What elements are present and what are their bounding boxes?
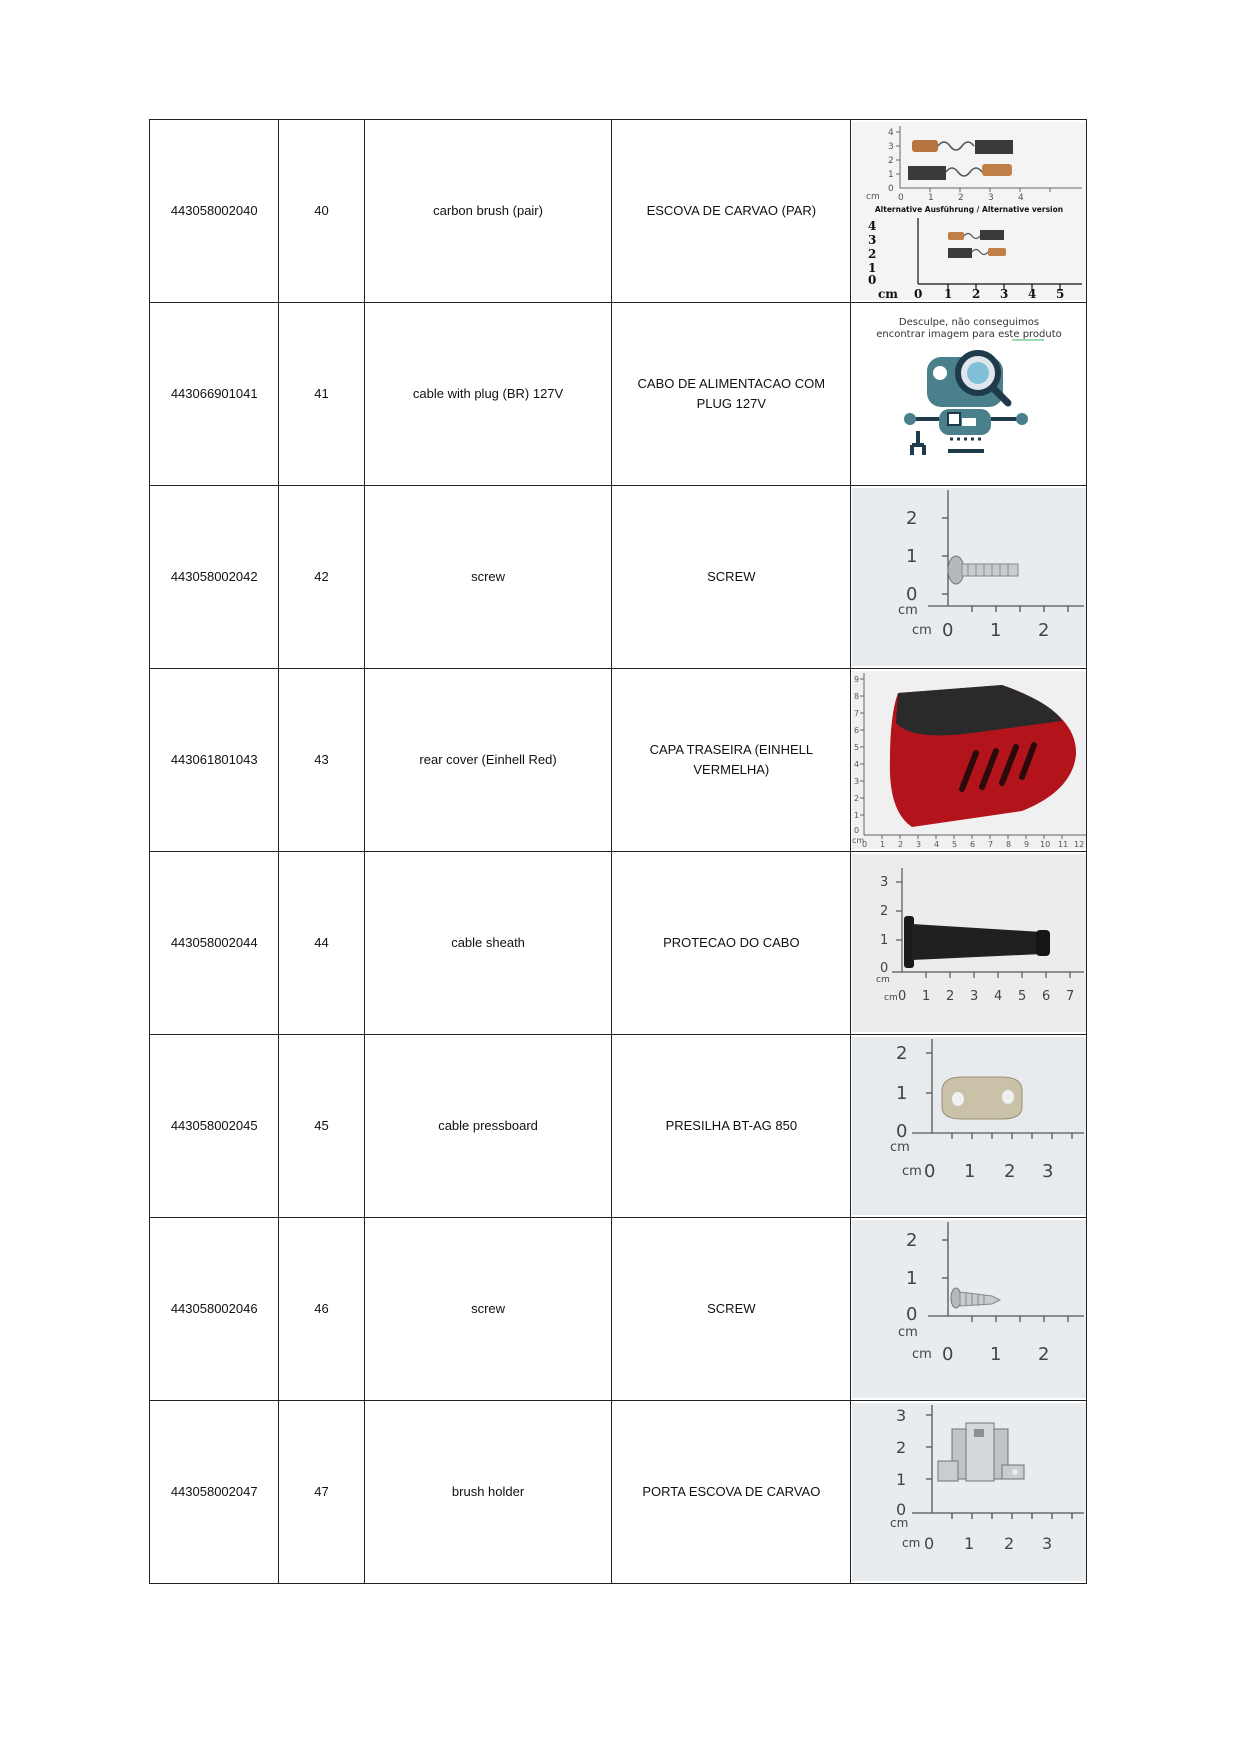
svg-text:0: 0: [914, 287, 923, 300]
svg-text:1: 1: [922, 989, 931, 1004]
part-image-cell: [851, 486, 1087, 669]
article-number: 443066901041: [150, 303, 279, 486]
svg-text:3: 3: [1042, 1161, 1054, 1182]
svg-text:2: 2: [888, 156, 894, 166]
table-row: [150, 303, 1087, 486]
svg-text:9: 9: [1024, 840, 1030, 849]
description-en: cable sheath: [364, 852, 612, 1035]
svg-text:4: 4: [994, 989, 1003, 1004]
description-en: rear cover (Einhell Red): [364, 669, 612, 852]
table-row: [150, 1218, 1087, 1401]
svg-text:5: 5: [1056, 287, 1065, 300]
parts-sheet: [149, 119, 1087, 1584]
no-image-robot-icon: [852, 305, 1086, 483]
table-row: [150, 1035, 1087, 1218]
svg-text:0: 0: [906, 584, 918, 605]
description-pt: SCREW: [612, 486, 851, 669]
svg-text:cm: cm: [898, 603, 919, 618]
svg-text:10: 10: [1040, 840, 1051, 849]
svg-text:cm: cm: [876, 975, 890, 985]
part-image-cell: [851, 1035, 1087, 1218]
table-row: [150, 669, 1087, 852]
svg-text:7: 7: [854, 709, 860, 718]
small-screw-image: [852, 1220, 1086, 1398]
svg-text:cm: cm: [898, 1325, 919, 1340]
svg-text:1: 1: [896, 1470, 907, 1489]
svg-text:cm: cm: [890, 1140, 911, 1155]
svg-text:0: 0: [942, 620, 954, 641]
svg-text:cm: cm: [902, 1164, 923, 1179]
svg-text:0: 0: [942, 1344, 954, 1365]
position-number: 45: [279, 1035, 364, 1218]
svg-text:1: 1: [854, 811, 860, 820]
svg-text:0: 0: [868, 273, 877, 287]
description-pt: PROTECAO DO CABO: [612, 852, 851, 1035]
position-number: 46: [279, 1218, 364, 1401]
description-en: brush holder: [364, 1401, 612, 1584]
svg-text:9: 9: [854, 675, 860, 684]
svg-text:3: 3: [970, 989, 979, 1004]
part-image-cell: [851, 1218, 1087, 1401]
svg-text:2: 2: [1004, 1161, 1016, 1182]
svg-text:3: 3: [1042, 1534, 1053, 1553]
svg-text:4: 4: [854, 760, 860, 769]
svg-text:4: 4: [934, 840, 940, 849]
svg-text:2: 2: [854, 794, 860, 803]
svg-text:0: 0: [896, 1121, 908, 1142]
position-number: 40: [279, 120, 364, 303]
svg-text:0: 0: [924, 1161, 936, 1182]
part-image-cell: [851, 669, 1087, 852]
svg-text:0: 0: [924, 1534, 935, 1553]
svg-text:cm: cm: [890, 1516, 909, 1530]
svg-text:6: 6: [854, 726, 860, 735]
svg-text:4: 4: [868, 219, 877, 233]
part-image-cell: [851, 1401, 1087, 1584]
description-pt: PORTA ESCOVA DE CARVAO: [612, 1401, 851, 1584]
svg-text:1: 1: [888, 170, 894, 180]
brush-holder-image: [852, 1403, 1086, 1581]
article-number: 443058002047: [150, 1401, 279, 1584]
svg-text:1: 1: [990, 620, 1002, 641]
svg-text:3: 3: [916, 840, 922, 849]
article-number: 443058002045: [150, 1035, 279, 1218]
svg-text:0: 0: [906, 1304, 918, 1325]
svg-text:1: 1: [906, 546, 918, 567]
svg-text:2: 2: [972, 287, 981, 300]
description-pt: CAPA TRASEIRA (EINHELL VERMELHA): [612, 669, 851, 852]
svg-text:0: 0: [888, 184, 894, 194]
svg-text:1: 1: [868, 261, 877, 275]
svg-text:7: 7: [988, 840, 994, 849]
svg-text:2: 2: [958, 193, 964, 203]
ruler-unit: cm: [866, 192, 880, 202]
carbon-brush-image: [852, 122, 1086, 300]
svg-text:cm: cm: [902, 1536, 921, 1550]
description-en: cable with plug (BR) 127V: [364, 303, 612, 486]
svg-text:8: 8: [1006, 840, 1012, 849]
description-en: cable pressboard: [364, 1035, 612, 1218]
description-pt: CABO DE ALIMENTACAO COM PLUG 127V: [612, 303, 851, 486]
svg-text:3: 3: [854, 777, 860, 786]
svg-text:2: 2: [1038, 620, 1050, 641]
cable-sheath-image: [852, 854, 1086, 1032]
svg-text:2: 2: [1004, 1534, 1015, 1553]
svg-text:1: 1: [880, 933, 889, 948]
description-pt: PRESILHA BT-AG 850: [612, 1035, 851, 1218]
svg-text:2: 2: [898, 840, 904, 849]
part-image-cell: [851, 303, 1087, 486]
svg-text:2: 2: [896, 1438, 907, 1457]
position-number: 42: [279, 486, 364, 669]
svg-text:2: 2: [946, 989, 955, 1004]
svg-text:2: 2: [896, 1043, 908, 1064]
no-image-message-line2: encontrar imagem para este produto: [876, 329, 1062, 340]
svg-text:5: 5: [1018, 989, 1027, 1004]
position-number: 43: [279, 669, 364, 852]
alternative-version-note: Alternative Ausführung / Alternative version: [875, 205, 1064, 214]
screw-image: [852, 488, 1086, 666]
svg-text:0: 0: [862, 840, 868, 849]
svg-text:11: 11: [1058, 840, 1069, 849]
svg-text:2: 2: [880, 904, 889, 919]
svg-text:1: 1: [964, 1161, 976, 1182]
no-image-message-line1: Desculpe, não conseguimos: [899, 317, 1040, 328]
svg-text:cm: cm: [912, 1347, 933, 1362]
svg-text:2: 2: [906, 1230, 918, 1251]
table-row: [150, 1401, 1087, 1584]
article-number: 443058002044: [150, 852, 279, 1035]
article-number: 443058002040: [150, 120, 279, 303]
svg-text:cm: cm: [912, 623, 933, 638]
svg-text:1: 1: [944, 287, 953, 300]
svg-text:6: 6: [970, 840, 976, 849]
svg-text:1: 1: [880, 840, 886, 849]
svg-text:cm: cm: [852, 836, 865, 845]
svg-text:2: 2: [906, 508, 918, 529]
description-pt: SCREW: [612, 1218, 851, 1401]
article-number: 443058002046: [150, 1218, 279, 1401]
rear-cover-image: [852, 671, 1086, 849]
svg-text:cm: cm: [878, 287, 899, 300]
svg-text:3: 3: [880, 875, 889, 890]
svg-text:6: 6: [1042, 989, 1051, 1004]
svg-text:5: 5: [854, 743, 860, 752]
table-row: [150, 486, 1087, 669]
svg-text:1: 1: [964, 1534, 975, 1553]
svg-text:2: 2: [1038, 1344, 1050, 1365]
cable-clamp-image: [852, 1037, 1086, 1215]
svg-text:7: 7: [1066, 989, 1075, 1004]
table-row: [150, 852, 1087, 1035]
svg-text:3: 3: [1000, 287, 1009, 300]
position-number: 47: [279, 1401, 364, 1584]
svg-text:3: 3: [868, 233, 877, 247]
svg-text:4: 4: [1028, 287, 1037, 300]
table-row: [150, 120, 1087, 303]
svg-text:8: 8: [854, 692, 860, 701]
svg-text:4: 4: [888, 128, 894, 138]
part-image-cell: [851, 852, 1087, 1035]
svg-text:3: 3: [988, 193, 994, 203]
svg-text:0: 0: [898, 193, 904, 203]
svg-text:0: 0: [880, 961, 889, 976]
svg-text:1: 1: [990, 1344, 1002, 1365]
description-pt: ESCOVA DE CARVAO (PAR): [612, 120, 851, 303]
svg-text:2: 2: [868, 247, 877, 261]
description-en: screw: [364, 1218, 612, 1401]
part-image-cell: [851, 120, 1087, 303]
svg-text:5: 5: [952, 840, 958, 849]
position-number: 44: [279, 852, 364, 1035]
svg-text:3: 3: [896, 1406, 907, 1425]
svg-text:1: 1: [906, 1268, 918, 1289]
svg-text:3: 3: [888, 142, 894, 152]
parts-table: [149, 119, 1087, 1584]
svg-text:0: 0: [898, 989, 907, 1004]
svg-text:1: 1: [896, 1083, 908, 1104]
svg-text:4: 4: [1018, 193, 1024, 203]
svg-text:0: 0: [854, 826, 860, 835]
article-number: 443058002042: [150, 486, 279, 669]
svg-text:0: 0: [896, 1500, 907, 1519]
svg-text:cm: cm: [884, 993, 898, 1003]
svg-text:12: 12: [1074, 840, 1085, 849]
svg-text:1: 1: [928, 193, 934, 203]
description-en: screw: [364, 486, 612, 669]
description-en: carbon brush (pair): [364, 120, 612, 303]
position-number: 41: [279, 303, 364, 486]
article-number: 443061801043: [150, 669, 279, 852]
